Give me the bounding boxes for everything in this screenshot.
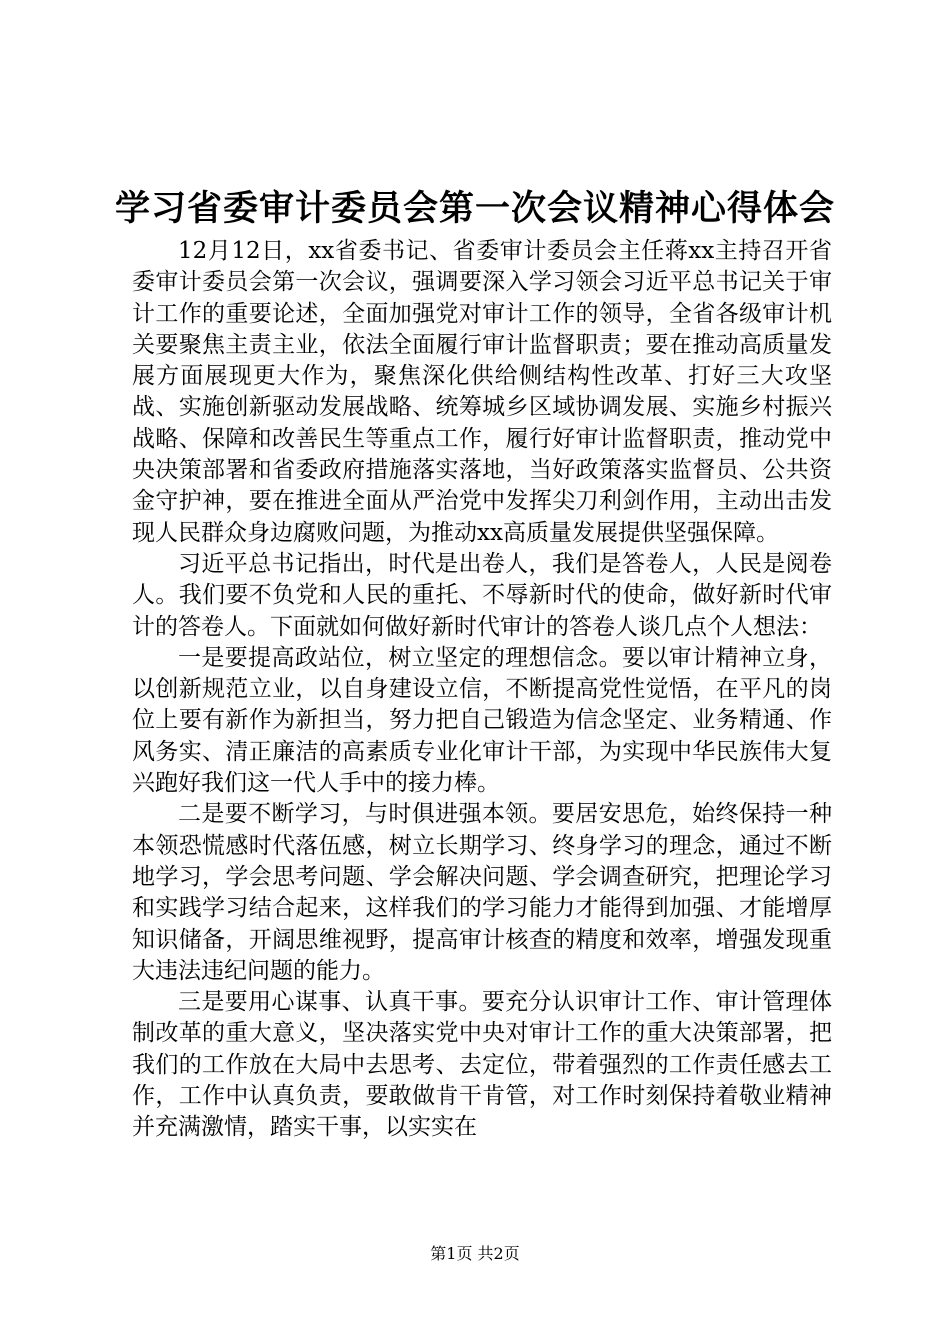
- paragraph-1: 12月12日，xx省委书记、省委审计委员会主任蒋xx主持召开省委审计委员会第一次会议，强调要深入学习领会习近平总书记关于审计工作的重要论述，全面加强党对审计工作的领导，全省各级审计机关要聚焦主责主业，依法全面履行审计监督职责；要在推动高质量发展方面展现更大作为，聚焦深化供给侧结构性改革、打好三大攻坚战、实施创新驱动发展战略、统筹城乡区域协调发展、实施乡村振兴战略、保障和改善民生等重点工作，履行好审计监督职责，推动党中央决策部署和省委政府措施落实落地，当好政策落实监督员、公共资金守护神，要在推进全面从严治党中发挥尖刀利剑作用，主动出击发现人民群众身边腐败问题，为推动xx高质量发展提供坚强保障。: [132, 238, 832, 546]
- page-title: 学习省委审计委员会第一次会议精神心得体会: [114, 188, 835, 229]
- paragraph-3: 一是要提高政站位，树立坚定的理想信念。要以审计精神立身，以创新规范立业，以自身建设立信，不断提高党性觉悟，在平凡的岗位上要有新作为新担当，努力把自己锻造为信念坚定、业务精通、作风务实、清正廉洁的高素质专业化审计干部，为实现中华民族伟大复兴跑好我们这一代人手中的接力棒。: [132, 644, 832, 797]
- document-body: [132, 236, 832, 1144]
- paragraph-4: 二是要不断学习，与时俱进强本领。要居安思危，始终保持一种本领恐慌感时代落伍感，树立长期学习、终身学习的理念，通过不断地学习，学会思考问题、学会解决问题、学会调查研究，把理论学习和实践学习结合起来，这样我们的学习能力才能得到加强、才能增厚知识储备，开阔思维视野，提高审计核查的精度和效率，增强发现重大违法违纪问题的能力。: [132, 801, 832, 984]
- paragraph-2: 习近平总书记指出，时代是出卷人，我们是答卷人，人民是阅卷人。我们要不负党和人民的重托、不辱新时代的使命，做好新时代审计的答卷人。下面就如何做好新时代审计的答卷人谈几点个人想法：: [132, 550, 832, 640]
- paragraph-5: 三是要用心谋事、认真干事。要充分认识审计工作、审计管理体制改革的重大意义，坚决落实党中央对审计工作的重大决策部署，把我们的工作放在大局中去思考、去定位，带着强烈的工作责任感去工作，工作中认真负责，要敢做肯干肯管，对工作时刻保持着敬业精神并充满激情，踏实干事，以实实在: [132, 989, 832, 1141]
- page-number-footer: 第1页 共2页: [430, 1244, 520, 1263]
